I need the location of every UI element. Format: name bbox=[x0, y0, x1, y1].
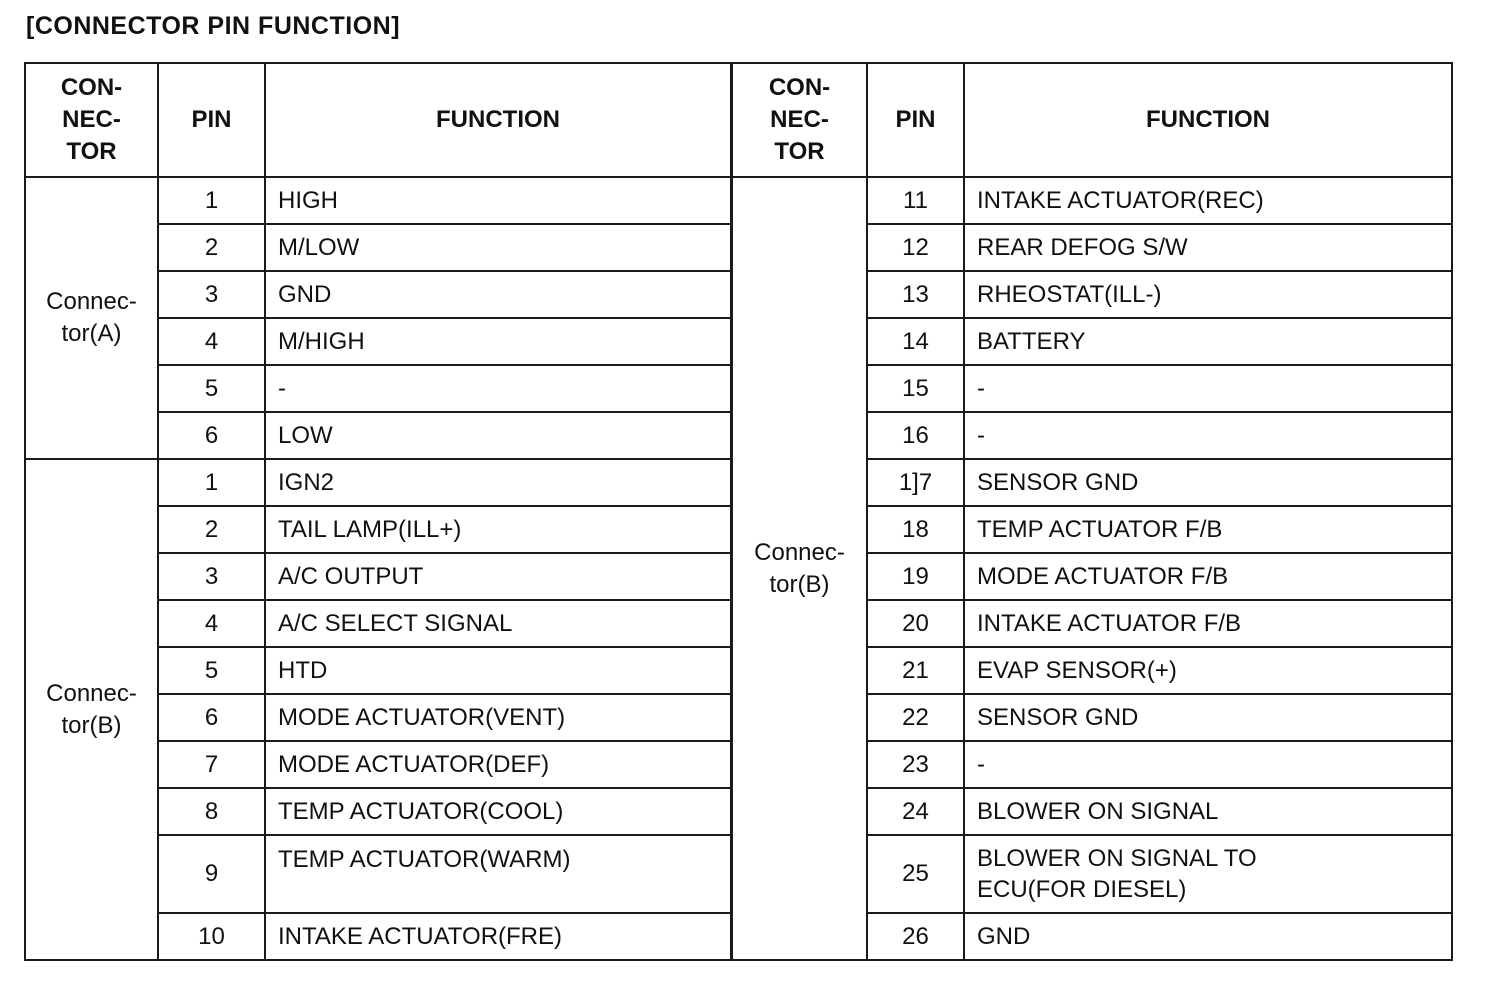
header-function: FUNCTION bbox=[265, 63, 731, 177]
connector-a-cell: Connec- tor(A) bbox=[25, 177, 158, 459]
function-cell: INTAKE ACTUATOR(FRE) bbox=[265, 913, 731, 960]
pin-cell: 8 bbox=[158, 788, 265, 835]
pin-cell: 18 bbox=[867, 506, 964, 553]
pin-cell: 20 bbox=[867, 600, 964, 647]
pin-cell: 26 bbox=[867, 913, 964, 960]
pin-cell: 10 bbox=[158, 913, 265, 960]
pin-cell: 6 bbox=[158, 694, 265, 741]
header-pin: PIN bbox=[867, 63, 964, 177]
function-cell: A/C OUTPUT bbox=[265, 553, 731, 600]
function-cell: HTD bbox=[265, 647, 731, 694]
pin-cell: 1]7 bbox=[867, 459, 964, 506]
pin-cell: 5 bbox=[158, 647, 265, 694]
function-cell: LOW bbox=[265, 412, 731, 459]
pin-cell: 7 bbox=[158, 741, 265, 788]
header-function: FUNCTION bbox=[964, 63, 1452, 177]
pin-cell: 15 bbox=[867, 365, 964, 412]
function-cell: BLOWER ON SIGNAL TO ECU(FOR DIESEL) bbox=[964, 835, 1452, 913]
function-cell: SENSOR GND bbox=[964, 459, 1452, 506]
pin-cell: 1 bbox=[158, 459, 265, 506]
pin-cell: 24 bbox=[867, 788, 964, 835]
function-cell: MODE ACTUATOR F/B bbox=[964, 553, 1452, 600]
pin-cell: 1 bbox=[158, 177, 265, 224]
function-cell: INTAKE ACTUATOR F/B bbox=[964, 600, 1452, 647]
pin-cell: 22 bbox=[867, 694, 964, 741]
pin-cell: 13 bbox=[867, 271, 964, 318]
pin-cell: 4 bbox=[158, 318, 265, 365]
function-cell: BLOWER ON SIGNAL bbox=[964, 788, 1452, 835]
connector-b-cell: Connec- tor(B) bbox=[25, 459, 158, 960]
function-cell: RHEOSTAT(ILL-) bbox=[964, 271, 1452, 318]
function-cell: - bbox=[964, 365, 1452, 412]
function-cell: GND bbox=[265, 271, 731, 318]
pin-cell: 6 bbox=[158, 412, 265, 459]
pin-cell: 25 bbox=[867, 835, 964, 913]
pin-cell: 4 bbox=[158, 600, 265, 647]
header-pin: PIN bbox=[158, 63, 265, 177]
function-cell: HIGH bbox=[265, 177, 731, 224]
pin-cell: 12 bbox=[867, 224, 964, 271]
function-cell: TEMP ACTUATOR(WARM) bbox=[265, 835, 731, 913]
page-title: [CONNECTOR PIN FUNCTION] bbox=[26, 12, 401, 40]
pin-cell: 3 bbox=[158, 271, 265, 318]
function-cell: TEMP ACTUATOR F/B bbox=[964, 506, 1452, 553]
pin-cell: 3 bbox=[158, 553, 265, 600]
function-cell: INTAKE ACTUATOR(REC) bbox=[964, 177, 1452, 224]
pin-cell: 9 bbox=[158, 835, 265, 913]
function-cell: BATTERY bbox=[964, 318, 1452, 365]
function-cell: REAR DEFOG S/W bbox=[964, 224, 1452, 271]
pin-cell: 5 bbox=[158, 365, 265, 412]
pin-cell: 23 bbox=[867, 741, 964, 788]
pin-table-right bbox=[731, 62, 1453, 961]
function-cell: M/HIGH bbox=[265, 318, 731, 365]
pin-cell: 19 bbox=[867, 553, 964, 600]
function-cell: - bbox=[964, 741, 1452, 788]
pin-cell: 14 bbox=[867, 318, 964, 365]
pin-cell: 21 bbox=[867, 647, 964, 694]
pin-cell: 2 bbox=[158, 506, 265, 553]
function-cell: TEMP ACTUATOR(COOL) bbox=[265, 788, 731, 835]
function-cell: - bbox=[964, 412, 1452, 459]
function-cell: - bbox=[265, 365, 731, 412]
connector-b-cell: Connec- tor(B) bbox=[732, 177, 867, 960]
function-cell: EVAP SENSOR(+) bbox=[964, 647, 1452, 694]
pin-cell: 16 bbox=[867, 412, 964, 459]
pin-cell: 2 bbox=[158, 224, 265, 271]
function-cell: SENSOR GND bbox=[964, 694, 1452, 741]
function-cell: A/C SELECT SIGNAL bbox=[265, 600, 731, 647]
function-cell: GND bbox=[964, 913, 1452, 960]
header-connector: CON- NEC- TOR bbox=[25, 63, 158, 177]
function-cell: MODE ACTUATOR(DEF) bbox=[265, 741, 731, 788]
header-connector: CON- NEC- TOR bbox=[732, 63, 867, 177]
pin-table-left bbox=[24, 62, 732, 961]
function-cell: MODE ACTUATOR(VENT) bbox=[265, 694, 731, 741]
pin-cell: 11 bbox=[867, 177, 964, 224]
function-cell: M/LOW bbox=[265, 224, 731, 271]
function-cell: TAIL LAMP(ILL+) bbox=[265, 506, 731, 553]
function-cell: IGN2 bbox=[265, 459, 731, 506]
